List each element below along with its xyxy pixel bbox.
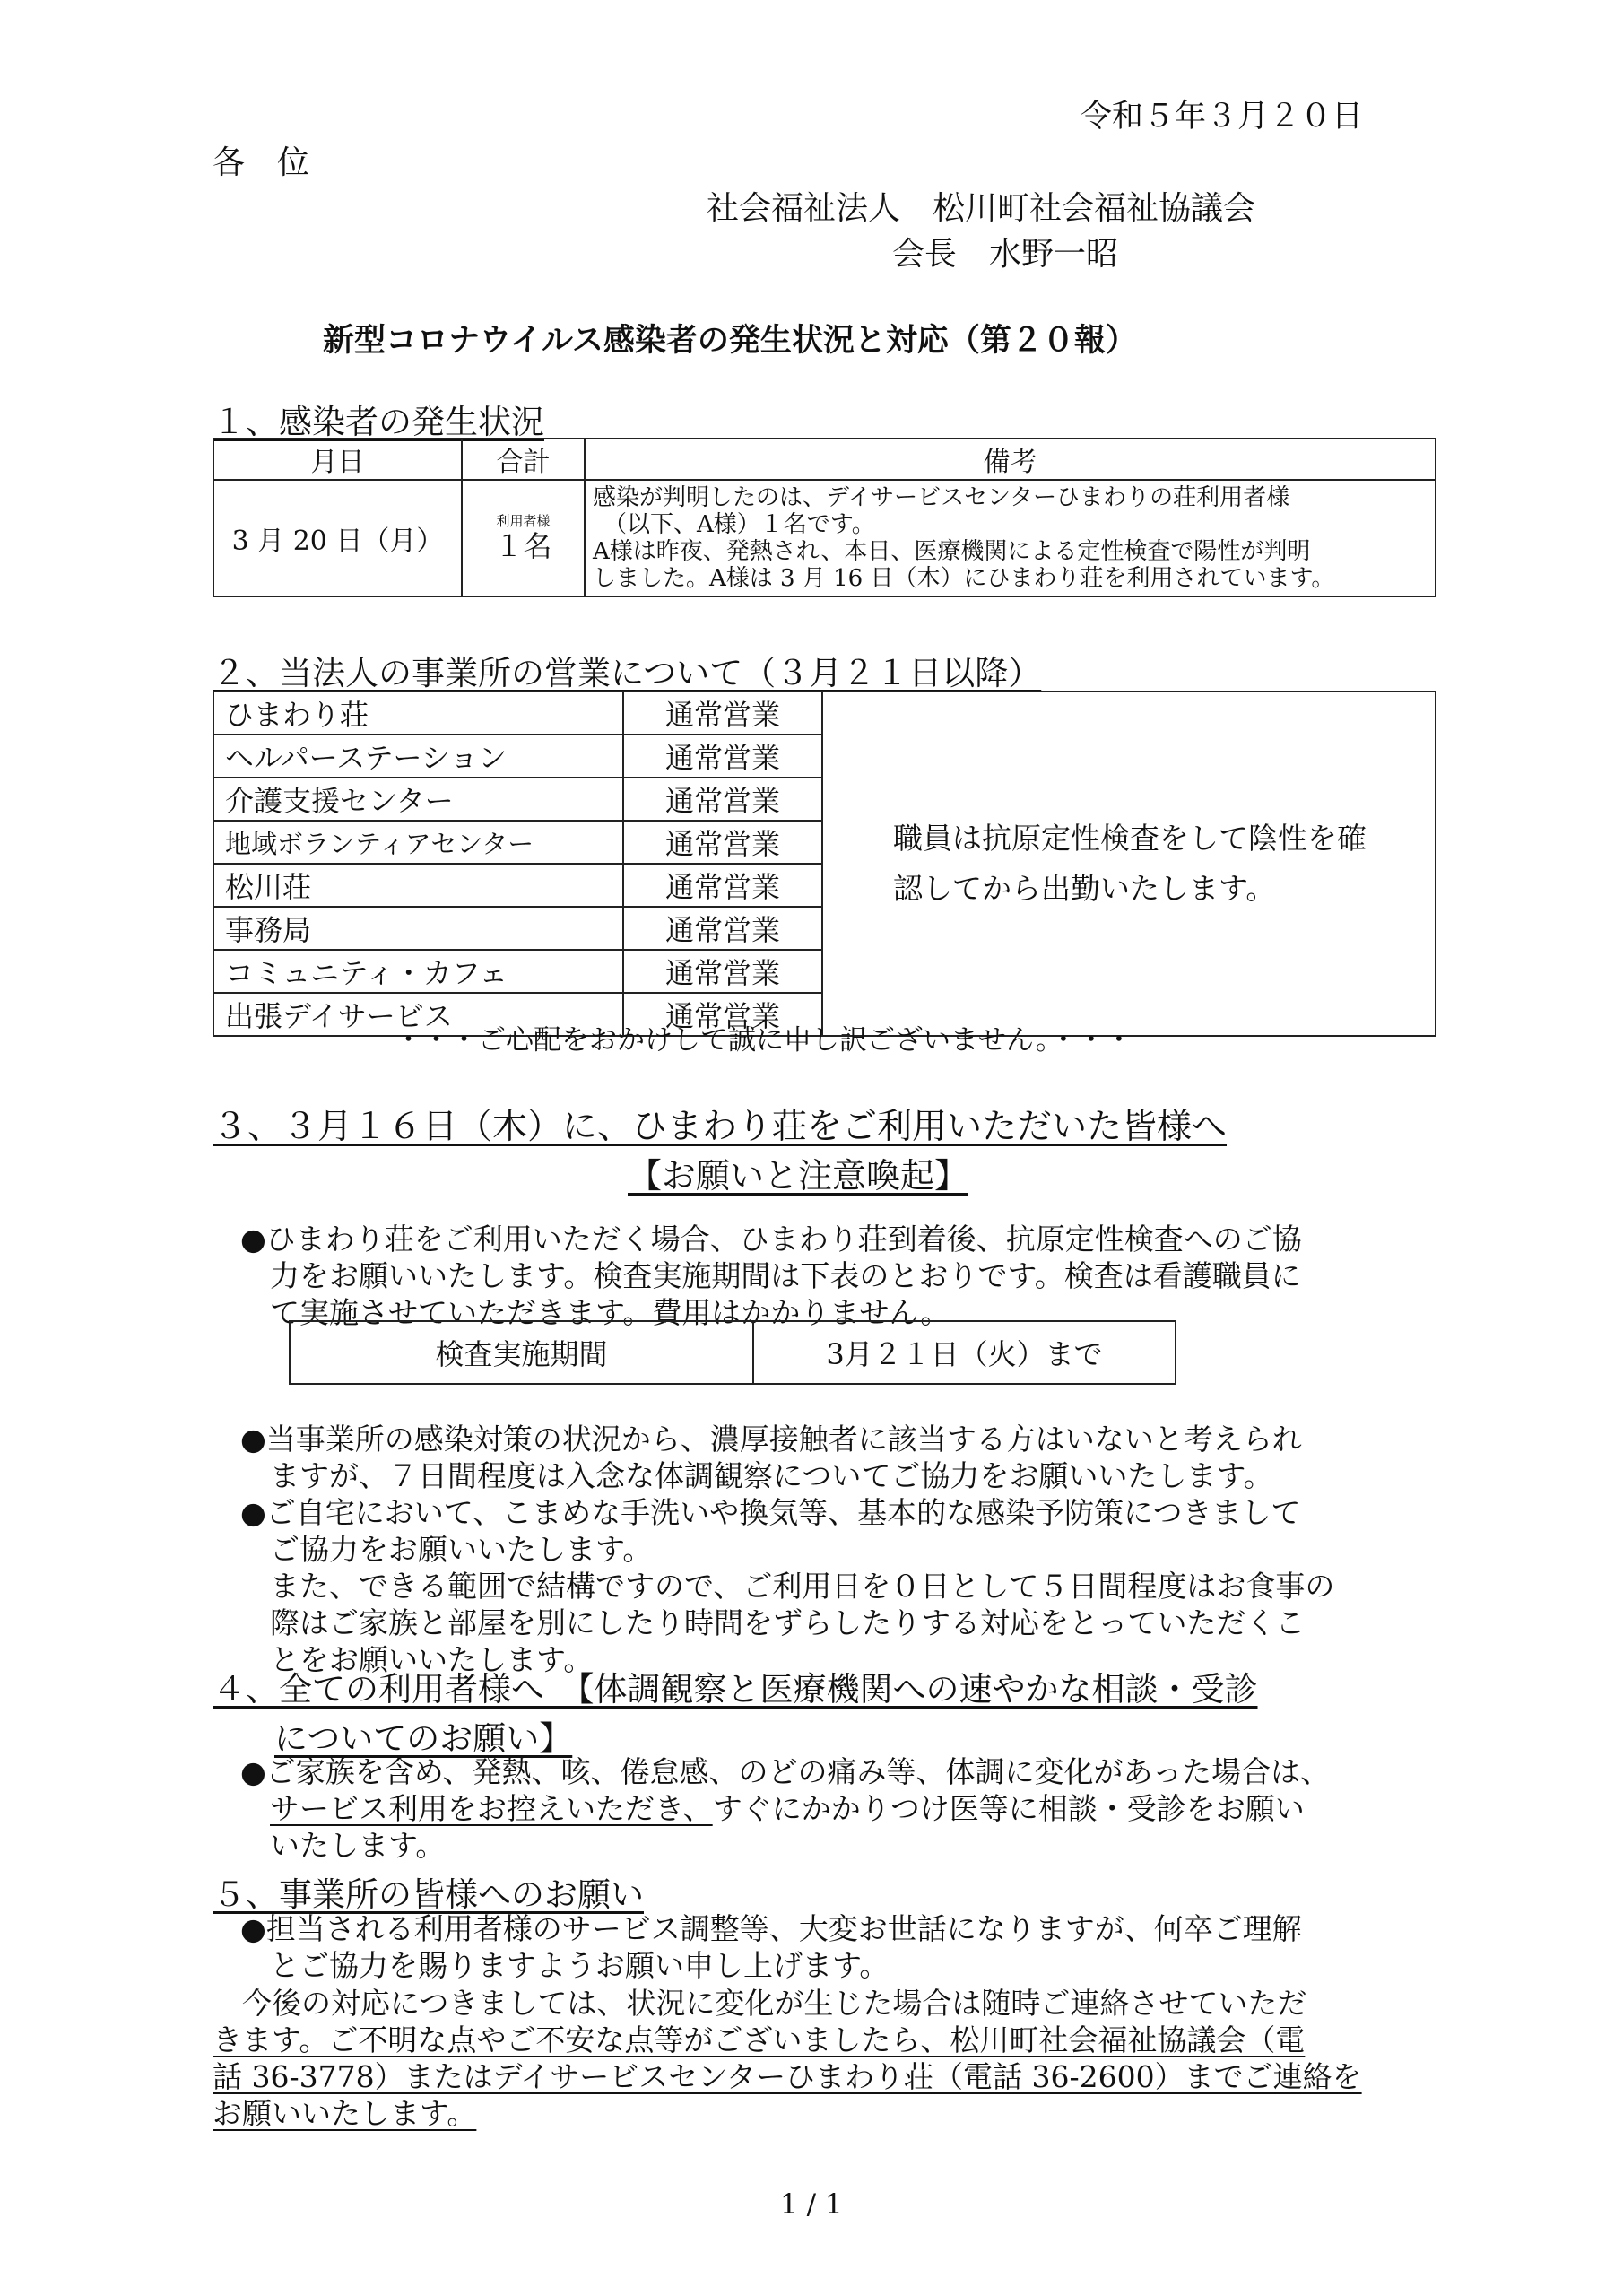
addressee: 各 位 bbox=[213, 144, 310, 181]
test-period-value: 3月２１日（火）まで bbox=[753, 1321, 1176, 1384]
section2-heading: ２、当法人の事業所の営業について（３月２１日以降） bbox=[213, 654, 1042, 692]
section4-heading-line2: についてのお願い】 bbox=[274, 1719, 573, 1758]
paragraph-line: ●当事業所の感染対策の状況から、濃厚接触者に該当する方はいないと考えられ bbox=[240, 1422, 1302, 1457]
paragraph-line: ●ご家族を含め、発熱、咳、倦怠感、のどの痛み等、体調に変化があった場合は、 bbox=[240, 1754, 1331, 1789]
office-name: 介護支援センター bbox=[213, 778, 623, 821]
office-status: 通常営業 bbox=[623, 821, 822, 864]
infection-note-line: しました。A様は 3 月 16 日（木）にひまわり荘を利用されています。 bbox=[593, 565, 1335, 592]
document-date: 令和５年３月２０日 bbox=[1081, 99, 1364, 135]
closing-paragraph bbox=[213, 1985, 1441, 2132]
paragraph-line: とをお願いいたします。 bbox=[270, 1642, 594, 1677]
table-header-total: 合計 bbox=[462, 439, 585, 480]
infection-count: １名 bbox=[494, 529, 552, 563]
office-status: 通常営業 bbox=[623, 907, 822, 950]
paragraph-line: て実施させていただきます。費用はかかりません。 bbox=[270, 1295, 950, 1330]
president-name: 会長 水野一昭 bbox=[892, 236, 1119, 273]
office-name: ヘルパーステーション bbox=[213, 735, 623, 778]
office-status: 通常営業 bbox=[623, 778, 822, 821]
infection-date: 3 月 20 日（月） bbox=[213, 480, 462, 596]
paragraph-line: お願いいたします。 bbox=[213, 2096, 477, 2131]
page-number: 1 / 1 bbox=[780, 2188, 843, 2221]
section4-bullet bbox=[240, 1753, 1442, 1864]
office-name: 出張デイサービス bbox=[213, 993, 623, 1036]
infection-count-cell bbox=[462, 480, 585, 596]
office-note-line: 職員は抗原定性検査をして陰性を確 bbox=[893, 821, 1367, 856]
table-header-notes: 備考 bbox=[585, 439, 1436, 480]
paragraph-line: きます。ご不明な点やご不安な点等がございましたら、松川町社会福祉協議会（電 bbox=[213, 2022, 1306, 2057]
paragraph-line: ●ひまわり荘をご利用いただく場合、ひまわり荘到着後、抗原定性検査へのご協 bbox=[240, 1222, 1302, 1257]
paragraph-line: ご協力をお願いいたします。 bbox=[270, 1532, 653, 1567]
section3-bullet1 bbox=[240, 1221, 1442, 1331]
infection-count-label: 利用者様 bbox=[496, 513, 551, 529]
paragraph-line: ●担当される利用者様のサービス調整等、大変お世話になりますが、何卒ご理解 bbox=[240, 1911, 1302, 1946]
office-status: 通常営業 bbox=[623, 864, 822, 907]
paragraph-line: 力をお願いいたします。検査実施期間は下表のとおりです。検査は看護職員に bbox=[270, 1258, 1301, 1293]
test-period-label: 検査実施期間 bbox=[290, 1321, 753, 1384]
section4-heading-line1: ４、全ての利用者様へ 【体調観察と医療機関への速やかな相談・受診 bbox=[213, 1670, 1258, 1709]
paragraph-line: いたします。 bbox=[270, 1828, 446, 1863]
office-name: コミュニティ・カフェ bbox=[213, 950, 623, 993]
paragraph-line: とご協力を賜りますようお願い申し上げます。 bbox=[270, 1948, 890, 1983]
office-status: 通常営業 bbox=[623, 993, 822, 1036]
paragraph-line: また、できる範囲で結構ですので、ご利用日を０日として５日間程度はお食事の bbox=[270, 1569, 1335, 1604]
page-title: 新型コロナウイルス感染者の発生状況と対応（第２０報） bbox=[323, 323, 1137, 359]
office-name: 事務局 bbox=[213, 907, 623, 950]
underlined-request: サービス利用をお控えいただき、 bbox=[270, 1791, 713, 1826]
paragraph-line: 際はご家族と部屋を別にしたり時間をずらしたりする対応をとっていただくこ bbox=[270, 1605, 1306, 1640]
infection-note-line: A様は昨夜、発熱され、本日、医療機関による定性検査で陽性が判明 bbox=[593, 538, 1311, 565]
section3-bullet2 bbox=[240, 1421, 1442, 1494]
section5-bullet bbox=[240, 1910, 1442, 1984]
office-name: 松川荘 bbox=[213, 864, 623, 907]
section3-bullet3 bbox=[240, 1494, 1442, 1678]
paragraph-line: ますが、７日間程度は入念な体調観察についてご協力をお願いいたします。 bbox=[270, 1458, 1273, 1493]
office-name: 地域ボランティアセンター bbox=[213, 821, 623, 864]
apology-line: ・・・ご心配をおかけして誠に申し訳ございません。・・・ bbox=[395, 1024, 1133, 1057]
office-status: 通常営業 bbox=[623, 735, 822, 778]
infection-note-line: 感染が判明したのは、デイサービスセンターひまわりの荘利用者様 bbox=[593, 484, 1290, 511]
section5-heading: ５、事業所の皆様へのお願い bbox=[213, 1875, 644, 1914]
infection-table bbox=[213, 438, 1436, 597]
office-note-line: 認してから出勤いたします。 bbox=[893, 871, 1276, 906]
request-rest: すぐにかかりつけ医等に相談・受診をお願い bbox=[712, 1791, 1305, 1826]
table-row bbox=[213, 691, 1436, 735]
test-period-table bbox=[289, 1320, 1176, 1385]
paragraph-line: ●ご自宅において、こまめな手洗いや換気等、基本的な感染予防策につきまして bbox=[240, 1495, 1301, 1530]
office-status: 通常営業 bbox=[623, 691, 822, 735]
table-header-date: 月日 bbox=[213, 439, 462, 480]
infection-note-line: （以下、A様）１名です。 bbox=[603, 511, 875, 538]
infection-notes bbox=[585, 480, 1436, 596]
office-name: ひまわり荘 bbox=[213, 691, 623, 735]
office-status-table bbox=[213, 691, 1436, 1037]
section1-heading: １、感染者の発生状況 bbox=[213, 403, 544, 441]
section3-heading: ３、３月１６日（木）に、ひまわり荘をご利用いただいた皆様へ bbox=[213, 1107, 1228, 1147]
paragraph-line: 話 36-3778）またはデイサービスセンターひまわり荘（電話 36-2600）までご連絡を bbox=[213, 2059, 1362, 2094]
office-note bbox=[822, 691, 1436, 1036]
office-status: 通常営業 bbox=[623, 950, 822, 993]
paragraph-line: 今後の対応につきましては、状況に変化が生じた場合は随時ご連絡させていただ bbox=[242, 1986, 1307, 2021]
section3-subheading: 【お願いと注意喚起】 bbox=[628, 1156, 969, 1196]
organization-name: 社会福祉法人 松川町社会福祉協議会 bbox=[707, 190, 1256, 227]
paragraph-line bbox=[240, 1790, 1442, 1827]
